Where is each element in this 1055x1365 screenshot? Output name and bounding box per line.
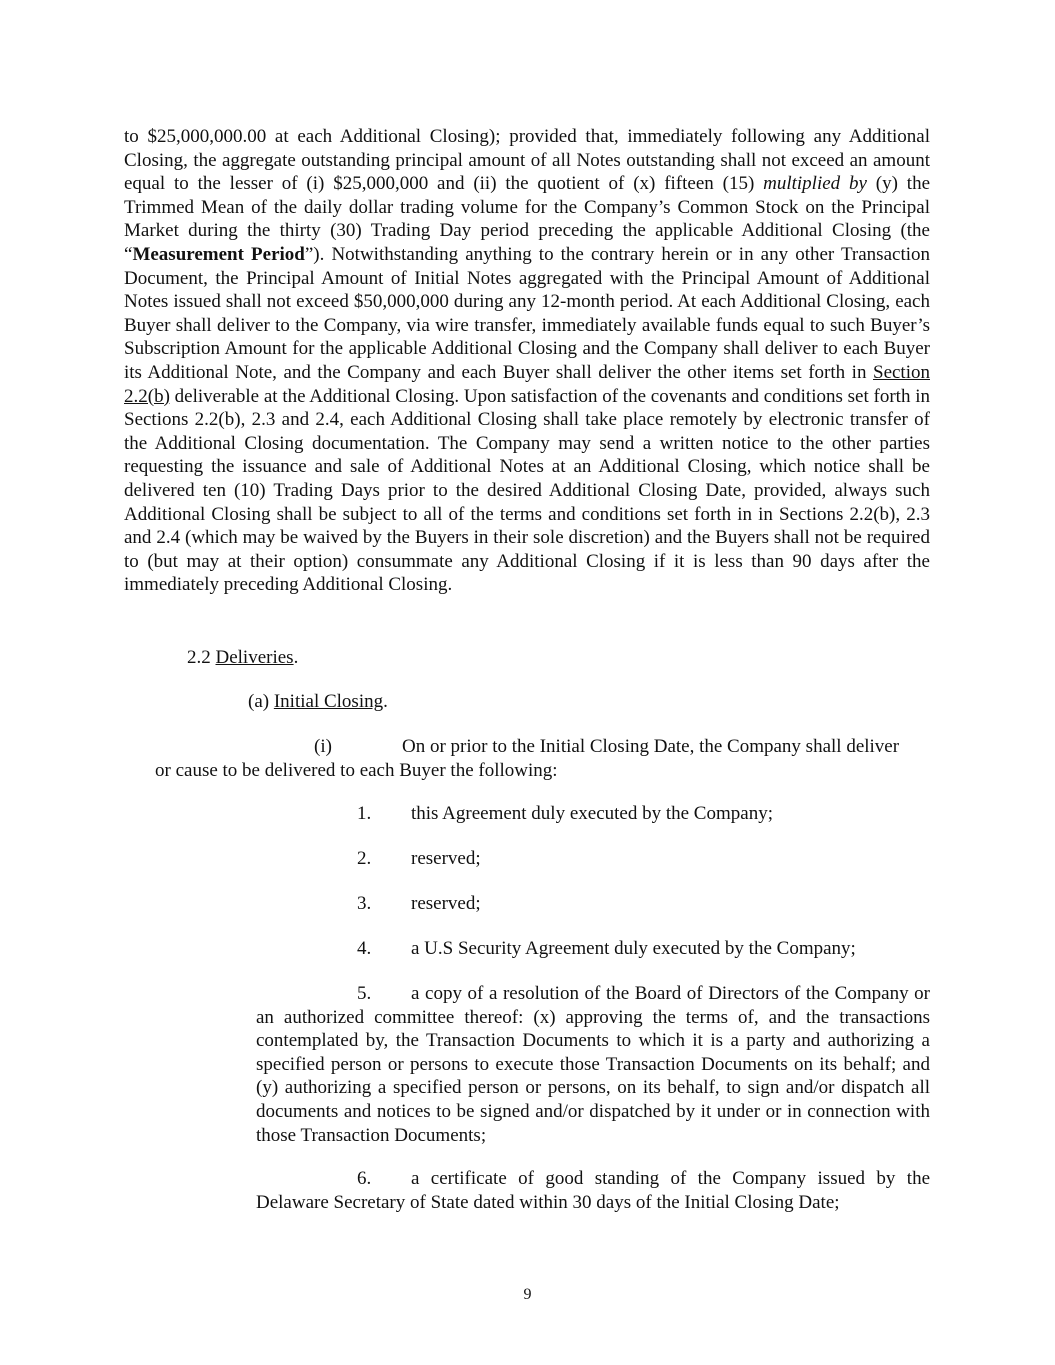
- section-2-2-number: 2.2: [187, 647, 216, 668]
- section-a-title: Initial Closing: [273, 691, 384, 712]
- section-2-2-heading: [187, 646, 298, 670]
- section-a-number: (a): [248, 691, 274, 712]
- list-item: [256, 802, 930, 826]
- list-item: [256, 937, 930, 961]
- list-item-text: a copy of a resolution of the Board of Directors of the Company or an authorized committee thereof: (x) approving the terms of, and the transactions contemplated by, the Transaction Documents to which it is a party and authorizing a specified person or persons to execute those Transaction Documents on its behalf; and (y) authorizing a specified person or persons, on its behalf, to sign and/or dispatch all documents and notices to be signed and/or dispatched by it under or in connection with those Transaction Documents;: [256, 983, 930, 1146]
- list-item-number: 6.: [357, 1168, 372, 1189]
- list-item-number: 1.: [357, 803, 372, 824]
- list-item: [256, 982, 930, 1147]
- list-item: [256, 847, 930, 871]
- list-item-number: 3.: [357, 893, 372, 914]
- measurement-period-term: Measurement Period: [132, 243, 305, 265]
- intro-text-4: deliverable at the Additional Closing. Upon satisfaction of the covenants and conditions set forth in Sections 2.2(b), 2.3 and 2.4, each Additional Closing shall take place remotely by electronic transfer of the Additional Closing documentation. The Company may send a written notice to the other parties requesting the issuance and sale of Additional Notes at an Additional Closing, which notice shall be delivered ten (10) Trading Days prior to the desired Additional Closing Date, provided, always such Additional Closing shall be subject to all of the terms and conditions set forth in in Sections 2.2(b), 2.3 and 2.4 (which may be waived by the Buyers in their sole discretion) and the Buyers shall not be required to (but may at their option) consummate any Additional Closing if it is less than 90 days after the immediately preceding Additional Closing.: [124, 385, 930, 596]
- list-item: [256, 892, 930, 916]
- list-item-number: 4.: [357, 938, 372, 959]
- list-item-text: this Agreement duly executed by the Company;: [411, 803, 773, 824]
- intro-text-2: (y) the Trimmed Mean of the daily dollar trading volume for the Company’s Common Stock on the Principal Market during the thirty (30) Trading Day period preceding the applicable Additional Closing (the “: [124, 173, 931, 265]
- section-2-2-title: Deliveries: [215, 647, 294, 668]
- list-item-number: 5.: [357, 983, 372, 1004]
- paragraph-i: [155, 735, 930, 782]
- list-item-text: reserved;: [411, 893, 481, 914]
- paragraph-i-first-line: [155, 735, 930, 759]
- list-item-text: reserved;: [411, 848, 481, 869]
- section-a-heading: [248, 690, 388, 714]
- intro-paragraph: [124, 125, 930, 597]
- list-item: [256, 1167, 930, 1214]
- list-item-text: a U.S Security Agreement duly executed by the Company;: [411, 938, 856, 959]
- section-a-suffix: .: [383, 691, 388, 712]
- list-item-number: 2.: [357, 848, 372, 869]
- page-number: 9: [523, 1286, 532, 1303]
- paragraph-i-text-first: On or prior to the Initial Closing Date, the Company shall deliver: [402, 736, 900, 757]
- intro-text-3: ”). Notwithstanding anything to the contrary herein or in any other Transaction Document, the Principal Amount of Initial Notes aggregated with the Principal Amount of Additional Notes issued shall not exceed $50,000,000 during any 12-month period. At each Additional Closing, each Buyer shall deliver to the Company, via wire transfer, immediately available funds equal to such Buyer’s Subscription Amount for the applicable Additional Closing and the Company shall deliver to each Buyer its Additional Note, and the Company and each Buyer shall deliver the other items set forth in: [124, 243, 930, 383]
- paragraph-i-text-rest: or cause to be delivered to each Buyer the following:: [155, 759, 558, 781]
- paragraph-i-number: (i): [314, 736, 332, 757]
- intro-text-1: to $25,000,000.00 at each Additional Closing); provided that, immediately following any Additional Closing, the aggregate outstanding principal amount of all Notes outstanding shall not exceed an amount equal to the lesser of (i) $25,000,000 and (ii) the quotient of (x) fifteen (15): [124, 126, 930, 195]
- intro-italic-multiplied-by: multiplied by: [763, 173, 867, 195]
- section-2-2-suffix: .: [293, 647, 299, 668]
- list-item-text: a certificate of good standing of the Company issued by the Delaware Secretary of State dated within 30 days of the Initial Closing Date;: [256, 1168, 930, 1213]
- section-2-2b-reference: Section 2.2(b): [124, 361, 930, 407]
